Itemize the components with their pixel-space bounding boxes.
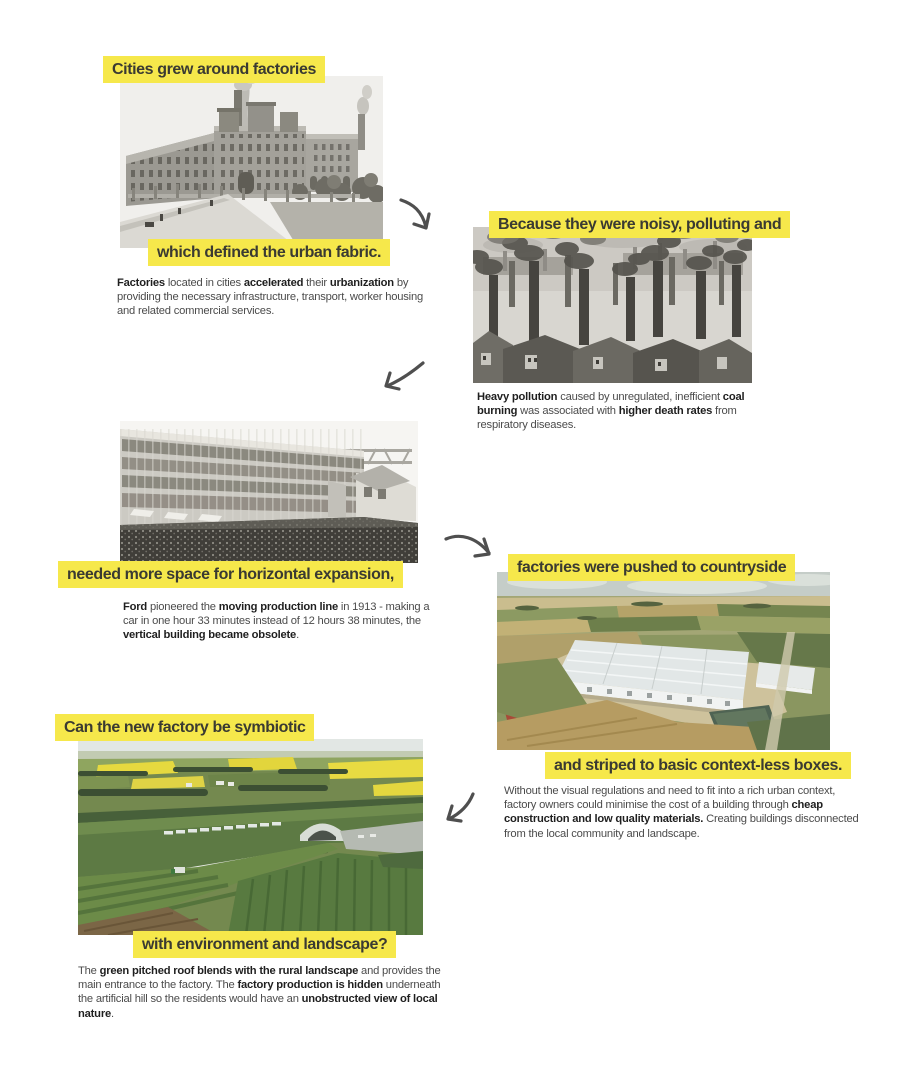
highlight-title: factories were pushed to countryside	[508, 554, 795, 581]
smokestacks-engraving-photo	[473, 227, 752, 383]
highlight-caption: which defined the urban fabric.	[148, 239, 390, 266]
countryside-warehouse-aerial-photo	[497, 572, 830, 750]
curved-arrow-down-right-icon	[399, 197, 433, 231]
highlight-caption: and striped to basic context-less boxes.	[545, 752, 851, 779]
highlight-title: Because they were noisy, polluting and	[489, 211, 790, 238]
highlight-title: Cities grew around factories	[103, 56, 325, 83]
ford-factory-photo	[120, 421, 418, 563]
green-roof-factory-aerial-photo	[78, 739, 423, 935]
section-body-text: Heavy pollution caused by unregulated, inefficient coal burning was associated with higher death rates from respiratory diseases.	[477, 391, 745, 432]
curved-arrow-down-left-icon	[383, 360, 425, 392]
section-body-text: Without the visual regulations and need to fit into a rich urban context, factory owners could minimise the cost of a building through cheap construction and low quality materials. Creating buildings disconnected from the local community and landscape.	[504, 785, 859, 840]
section-body-text: The green pitched roof blends with the rural landscape and provides the main entrance to the factory. The factory production is hidden underneath the artificial hill so the residents would have an unobstructed view of local nature.	[78, 965, 441, 1020]
highlight-caption: with environment and landscape?	[133, 931, 396, 958]
section-body-text: Ford pioneered the moving production line in 1913 - making a car in one hour 33 minutes instead of 12 hours 38 minutes, the vertical building became obsolete.	[123, 601, 430, 642]
highlight-title: Can the new factory be symbiotic	[55, 714, 314, 741]
curved-arrow-down-right-icon	[444, 531, 494, 561]
curved-arrow-down-left-icon	[444, 791, 476, 823]
highlight-caption: needed more space for horizontal expansion,	[58, 561, 403, 588]
section-body-text: Factories located in cities accelerated their urbanization by providing the necessary infrastructure, transport, worker housing and related commercial services.	[117, 277, 423, 318]
historic-city-factory-photo	[120, 76, 383, 248]
